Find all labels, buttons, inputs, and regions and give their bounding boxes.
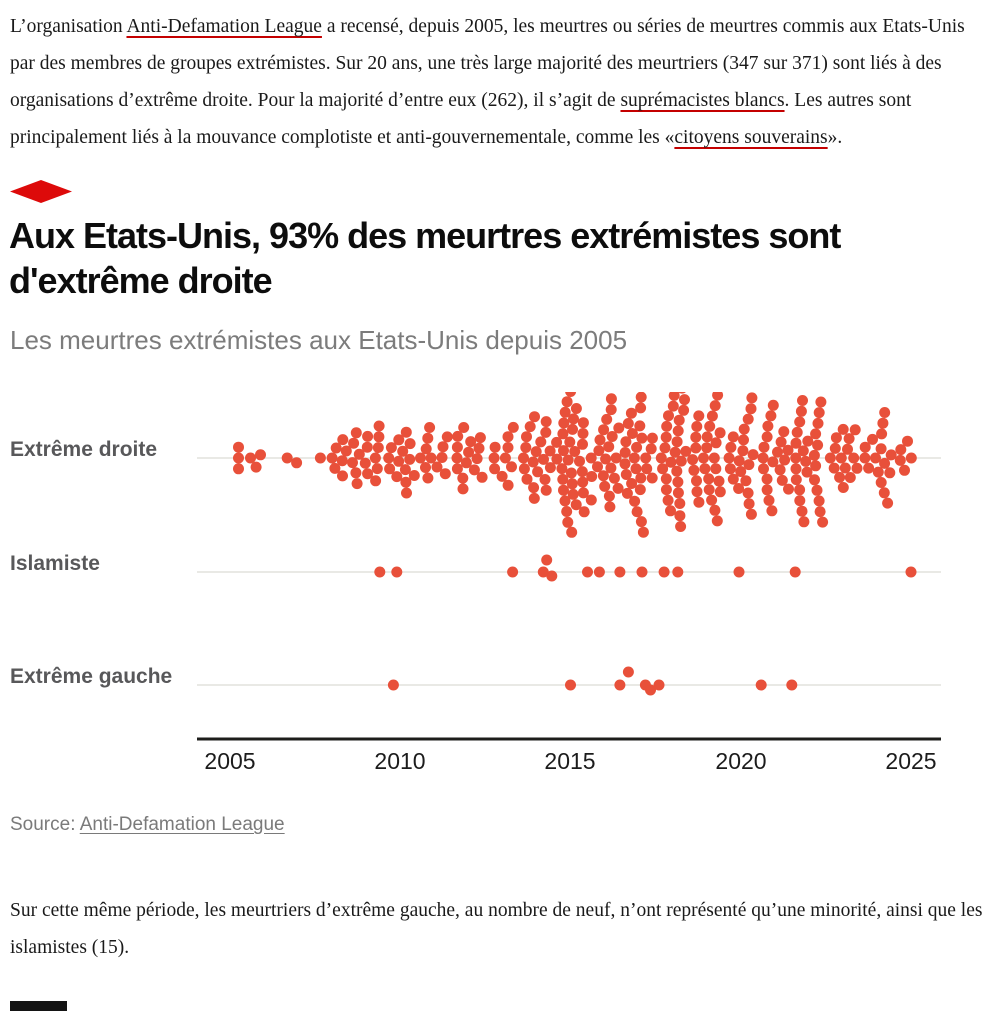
x-tick-2010: 2010 <box>374 748 426 774</box>
article-page <box>0 8 996 966</box>
source-label: Source: <box>10 814 80 835</box>
row-label-islamiste: Islamiste <box>10 552 100 575</box>
source-link[interactable]: Anti-Defamation League <box>79 814 285 835</box>
headline-line2: d'extrême droite <box>9 260 272 301</box>
link-citoyens-souverains[interactable]: citoyens souverains <box>674 127 828 148</box>
row-label-extreme-droite: Extrême droite <box>10 438 158 461</box>
link-anti-defamation-league[interactable]: Anti-Defamation League <box>126 16 322 37</box>
x-tick-2005: 2005 <box>204 748 256 774</box>
row-label-extreme-gauche: Extrême gauche <box>10 665 173 688</box>
x-tick-2020: 2020 <box>715 748 767 774</box>
intro-paragraph <box>10 8 986 156</box>
intro-text-2: a recensé, depuis 2005, les meurtres ou séries de meurtres commis aux Etats-Unis par des membres de groupes extrémistes. Sur 20 ans, une très large majorité des meurtriers (347 sur 371) sont liés à des organisations d’extrême droite. Pour la majorité d’entre eux (262), il s’agit de <box>10 16 965 111</box>
x-tick-2015: 2015 <box>544 748 596 774</box>
beeswarm-chart <box>0 392 996 792</box>
x-tick-2025: 2025 <box>885 748 937 774</box>
outro-paragraph: Sur cette même période, les meurtriers d’extrême gauche, au nombre de neuf, n’ont représenté qu’une minorité, ainsi que les islamistes (15). <box>10 900 983 958</box>
next-section-marker <box>10 1001 67 1011</box>
link-supremacistes-blancs[interactable]: suprémacistes blancs <box>620 90 785 111</box>
chart-subtitle: Les meurtres extrémistes aux Etats-Unis depuis 2005 <box>10 325 628 355</box>
chart-headline <box>9 213 986 303</box>
intro-text-3: . Les autres sont principalement liés à la mouvance complotiste et anti-gouvernementale, comme les « <box>10 90 912 148</box>
diamond-icon <box>10 180 72 203</box>
source-line <box>10 814 986 836</box>
headline-line1: Aux Etats-Unis, 93% des meurtres extrémistes sont <box>9 215 841 256</box>
intro-text-4: ». <box>827 127 843 148</box>
intro-text-1: L’organisation <box>10 16 127 37</box>
